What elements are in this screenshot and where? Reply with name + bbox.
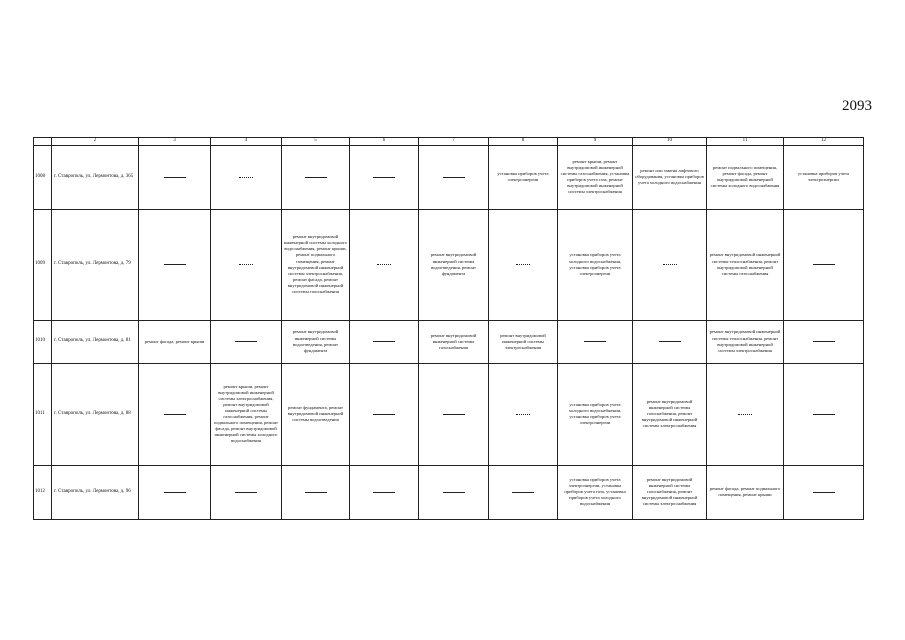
table-row [34,209,864,320]
work-cell: ремонт фундамента, ремонт внутридомовой инженерной системы водоотведения [282,363,350,465]
work-cell [419,465,489,519]
work-cell [489,209,558,320]
work-cell: ремонт внутридомовой инженерной системы теплоснабжения, ремонт внутридомовой инженерной системы электроснабжения [707,320,784,363]
work-cell: установка приборов учета электроэнергии [784,145,864,209]
empty-dash [663,264,677,265]
empty-dash [164,414,186,415]
page-number: 2093 [842,98,872,114]
column-header: 11 [707,138,784,146]
column-header [34,138,52,146]
work-cell [419,145,489,209]
work-cell [784,209,864,320]
register-table [33,137,864,520]
address-cell: г. Ставрополь, ул. Лермонтова, д. 365 [52,145,139,209]
work-cell [419,363,489,465]
work-cell: ремонт фасада, ремонт подвального помещения, ремонт крыши [707,465,784,519]
address-cell: г. Ставрополь, ул. Лермонтова, д. 81 [52,320,139,363]
work-cell [139,209,211,320]
empty-dash [239,264,253,265]
empty-dash [584,341,606,342]
empty-dash [235,341,257,342]
empty-dash [373,341,395,342]
row-number: 1012 [34,465,52,519]
work-cell [211,320,282,363]
work-cell: ремонт внутридомовой инженерной системы холодного водоснабжения, ремонт крыши, ремонт подвального помещения, ремонт внутридомовой инженерной системы электроснабжения, ремонт фасада, ремонт внутридомовой инженерной системы газоснабжения [282,209,350,320]
work-cell: ремонт крыши, ремонт внутридомовой инженерной системы электроснабжения, ремонт внутридомовой инженерной системы газоснабжения, ремонт подвального помещения, ремонт фасада, ремонт внутридомовой инженерной системы холодного водоснабжения [211,363,282,465]
work-cell [211,145,282,209]
empty-dash [659,341,681,342]
empty-dash [373,177,395,178]
work-cell [350,465,419,519]
empty-dash [516,414,530,415]
work-cell: ремонт внутридомовой инженерной системы водоотведения, ремонт фундамента [282,320,350,363]
work-cell [784,320,864,363]
work-cell [211,465,282,519]
column-header: 3 [139,138,211,146]
column-header: 6 [350,138,419,146]
empty-dash [813,341,835,342]
empty-dash [164,177,186,178]
column-header: 10 [633,138,707,146]
empty-dash [813,414,835,415]
work-cell [350,209,419,320]
work-cell: ремонт крыши, ремонт внутридомовой инженерной системы газоснабжения, установка приборов учета газа, ремонт внутридомовой инженерной системы электроснабжения [558,145,633,209]
work-cell [211,209,282,320]
column-header: 12 [784,138,864,146]
work-cell [139,145,211,209]
address-cell: г. Ставрополь, ул. Лермонтова, д. 79 [52,209,139,320]
work-cell: установка приборов учета электроэнергии [489,145,558,209]
work-cell: ремонт внутридомовой инженерной системы водоотведения, ремонт фундамента [419,209,489,320]
empty-dash [373,492,395,493]
work-cell [350,145,419,209]
work-cell [282,145,350,209]
table-row [34,465,864,519]
empty-dash [443,414,465,415]
column-header: 4 [211,138,282,146]
work-cell [558,320,633,363]
work-cell: ремонт фасада, ремонт крыши [139,320,211,363]
empty-dash [164,264,186,265]
work-cell [489,363,558,465]
empty-dash [813,492,835,493]
work-cell [784,465,864,519]
empty-dash [738,414,752,415]
empty-dash [239,177,253,178]
address-cell: г. Ставрополь, ул. Лермонтова, д. 96 [52,465,139,519]
work-cell [633,209,707,320]
empty-dash [516,264,530,265]
work-cell: ремонт внутридомовой инженерной системы газоснабжения, ремонт внутридомовой инженерной системы электроснабжения [633,465,707,519]
empty-dash [305,492,327,493]
empty-dash [164,492,186,493]
empty-dash [443,177,465,178]
row-number: 1011 [34,363,52,465]
address-cell: г. Ставрополь, ул. Лермонтова, д. 88 [52,363,139,465]
column-header: 9 [558,138,633,146]
column-header: 8 [489,138,558,146]
work-cell [489,465,558,519]
work-cell [707,363,784,465]
work-cell: установка приборов учета холодного водоснабжения, установка приборов учета электроэнергии [558,363,633,465]
empty-dash [373,414,395,415]
empty-dash [512,492,534,493]
work-cell [139,465,211,519]
table-row [34,363,864,465]
empty-dash [443,492,465,493]
work-cell [139,363,211,465]
work-cell [350,320,419,363]
work-cell: установка приборов учета электроэнергии, установка приборов учета газа, установка приборов учета холодного водоснабжения [558,465,633,519]
empty-dash [813,264,835,265]
work-cell: ремонт внутридомовой инженерной системы газоснабжения [419,320,489,363]
work-cell [282,465,350,519]
header-row [34,138,864,146]
table-row [34,320,864,363]
work-cell: ремонт или замена лифтового оборудования, установка приборов учета холодного водоснабжения [633,145,707,209]
column-header: 5 [282,138,350,146]
work-cell [633,320,707,363]
work-cell: ремонт внутридомовой инженерной системы электроснабжения [489,320,558,363]
column-header: 7 [419,138,489,146]
column-header: 2 [52,138,139,146]
work-cell: ремонт внутридомовой инженерной системы газоснабжения, ремонт внутридомовой инженерной системы электроснабжения [633,363,707,465]
row-number: 1010 [34,320,52,363]
row-number: 1009 [34,209,52,320]
work-cell: установка приборов учета холодного водоснабжения, установка приборов учета электроэнергии [558,209,633,320]
empty-dash [305,177,327,178]
work-cell: ремонт внутридомовой инженерной системы теплоснабжения, ремонт внутридомовой инженерной системы газоснабжения [707,209,784,320]
empty-dash [377,264,391,265]
work-cell [350,363,419,465]
work-cell: ремонт подвального помещения, ремонт фасада, ремонт внутридомовой инженерной системы холодного водоснабжения [707,145,784,209]
empty-dash [235,492,257,493]
table-row [34,145,864,209]
row-number: 1008 [34,145,52,209]
work-cell [784,363,864,465]
